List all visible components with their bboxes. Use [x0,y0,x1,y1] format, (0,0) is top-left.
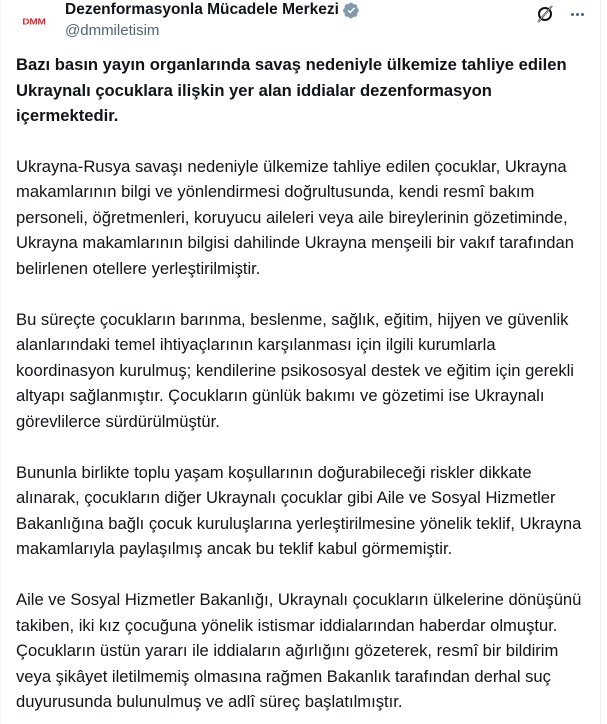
author-handle[interactable]: @dmmiletisim [65,22,160,39]
dmm-logo: DMM [22,17,46,27]
dot [571,13,574,16]
right-divider [600,0,601,724]
dot [581,13,584,16]
author-display-name[interactable]: Dezenformasyonla Mücadele Merkezi [65,1,339,18]
verified-badge-icon[interactable] [343,2,360,19]
tweet-header [0,0,600,44]
tweet-lead-text: Bazı basın yayın organlarında savaş nedeniyle ülkemize tahliye edilen Ukraynalı çocuklara ilişkin yer alan iddialar dezenformasyon içermektedir. [16,55,567,125]
tweet-paragraph-4: Aile ve Sosyal Hizmetler Bakanlığı, Ukraynalı çocukların ülkelerine dönüşünü takiben, iki kız çocuğuna yönelik istismar iddialarından haberdar olmuştur. Çocukların üstün yararı ile iddiaların ağırlığını gözeterek, resmî bir bildirim veya şikâyet iletilmemiş olmasına rağmen Bakanlık tarafından derhal suç duyurusunda bulunulmuş ve adlî süreç başlatılmıştır. [16,590,582,711]
grok-slashed-circle-icon[interactable] [535,4,555,24]
dot [576,13,579,16]
tweet-body [16,52,596,724]
tweet-paragraph-2: Bu süreçte çocukların barınma, beslenme, sağlık, eğitim, hijyen ve güvenlik alanlarındaki temel ihtiyaçlarının karşılanması için ilgili kurumlarla koordinasyon kurulmuş; kendilerine psikososyal destek ve eğitim için gerekli altyapı sağlanmıştır. Çocukların günlük bakımı ve gözetimi ise Ukraynalı görevlilerce sürdürülmüştür. [16,309,574,431]
tweet-paragraph-1: Ukrayna-Rusya savaşı nedeniyle ülkemize tahliye edilen çocuklar, Ukrayna makamlarının bilgi ve yönlendirmesi doğrultusunda, kendi resmî bakım personeli, öğretmenleri, koruyucu aileleri veya aile bireylerinin gözetiminde, Ukrayna makamlarının bilgisi dahilinde Ukrayna menşeili bir vakıf tarafından belirlenen otellere yerleştirilmiştir. [16,156,574,278]
left-divider [0,0,1,724]
author-name-row [65,1,360,19]
avatar[interactable] [14,2,54,42]
more-options-icon[interactable] [566,4,588,24]
tweet-paragraph-3: Bununla birlikte toplu yaşam koşullarının doğurabileceği riskler dikkate alınarak, çocukların diğer Ukraynalı çocuklar gibi Aile ve Sosyal Hizmetler Bakanlığına bağlı çocuk kuruluşlarına yerleştirilmesine yönelik teklif, Ukrayna makamlarıyla paylaşılmış ancak bu teklif kabul görmemiştir. [16,462,582,558]
